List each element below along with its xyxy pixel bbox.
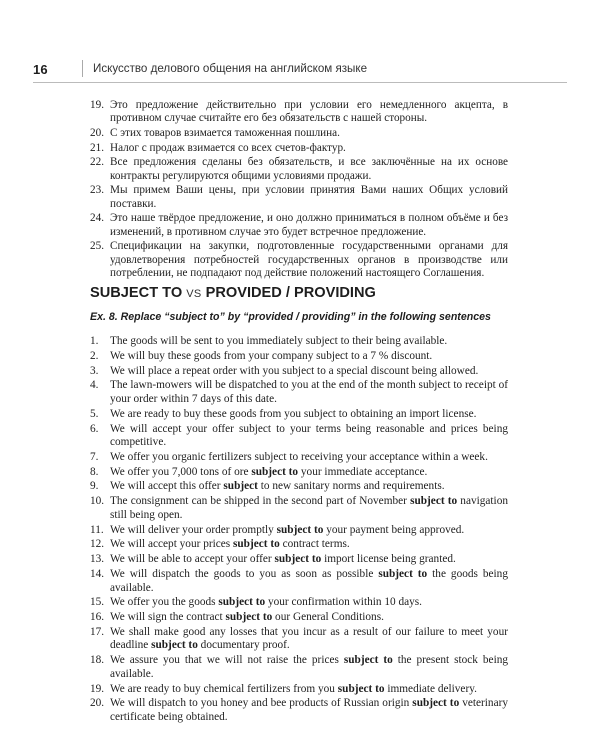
item-number: 7. xyxy=(90,450,99,463)
bold-phrase: subject xyxy=(223,480,258,493)
list-item xyxy=(90,156,508,183)
item-text: We will sign the contract xyxy=(110,611,226,624)
item-number: 6. xyxy=(90,422,99,435)
item-number: 9. xyxy=(90,480,99,493)
item-number: 16. xyxy=(90,611,105,624)
item-number: 8. xyxy=(90,465,99,478)
bold-phrase: subject to xyxy=(378,567,428,580)
header-divider xyxy=(82,60,83,77)
item-text-tail: documentary proof. xyxy=(197,639,290,652)
item-text-tail: your confirmation within 10 days. xyxy=(265,596,423,609)
item-number: 22. xyxy=(90,156,104,169)
item-text: Это предложение действительно при условии его немедленного акцепта, в противном случае считайте его без обязательств с нашей стороны. xyxy=(110,99,508,125)
list-item xyxy=(90,626,508,653)
item-text: We will accept this offer xyxy=(110,480,224,493)
item-number: 3. xyxy=(90,364,99,377)
section-heading xyxy=(90,285,376,301)
item-text: We offer you organic fertilizers subject to receiving your acceptance within a week. xyxy=(110,450,488,463)
item-number: 20. xyxy=(90,697,105,710)
bold-phrase: subject to xyxy=(225,611,273,624)
list-item xyxy=(90,408,508,422)
item-text: We are ready to buy chemical fertilizers from you xyxy=(110,682,338,695)
bold-phrase: subject to xyxy=(251,465,299,478)
list-item xyxy=(90,184,508,211)
item-text-tail: the goods being available. xyxy=(110,567,508,594)
item-text-tail: the present stock being available. xyxy=(110,654,509,680)
item-text-tail: your immediate acceptance. xyxy=(298,465,428,478)
header-rule xyxy=(33,82,567,83)
item-text-tail: contract terms. xyxy=(279,538,350,551)
item-text: We offer you 7,000 tons of ore xyxy=(110,465,252,478)
list-item xyxy=(90,240,508,280)
list-item xyxy=(90,379,508,406)
bold-phrase: subject to xyxy=(274,553,322,566)
item-text-tail: your payment being approved. xyxy=(323,523,465,536)
heading-subject-to: SUBJECT TO xyxy=(90,285,183,301)
list-item xyxy=(90,524,508,538)
item-number: 19. xyxy=(90,99,104,111)
list-item xyxy=(90,538,508,552)
item-text: Мы примем Ваши цены, при условии принятия Вами наших Общих условий поставки. xyxy=(110,184,508,210)
bold-phrase: subject to xyxy=(276,523,324,536)
list-item xyxy=(90,568,508,595)
item-text: С этих товаров взимается таможенная пошлина. xyxy=(110,127,340,139)
item-number: 10. xyxy=(90,495,105,508)
list-item xyxy=(90,611,508,625)
bold-phrase: subject to xyxy=(412,697,460,710)
item-text: We will buy these goods from your company subject to a 7 % discount. xyxy=(110,349,433,362)
item-number: 11. xyxy=(90,523,104,536)
list-item xyxy=(90,335,508,349)
item-number: 14. xyxy=(90,567,105,580)
item-text: We will accept your prices xyxy=(110,538,233,551)
item-text: We offer you the goods xyxy=(110,596,219,609)
item-text: We shall make good any losses that you incur as a result of our failure to meet your deadline xyxy=(110,625,508,652)
item-number: 20. xyxy=(90,127,104,139)
bold-phrase: subject to xyxy=(343,654,393,667)
item-number: 18. xyxy=(90,654,105,667)
bold-phrase: subject to xyxy=(233,538,280,551)
list-item xyxy=(90,365,508,379)
item-text: We will accept your offer subject to your terms being reasonable and prices being competitive. xyxy=(110,422,508,449)
item-text: We will deliver your order promptly xyxy=(110,523,277,536)
item-text: We are ready to buy these goods from you subject to obtaining an import license. xyxy=(110,407,477,420)
list-item xyxy=(90,127,508,140)
item-number: 25. xyxy=(90,240,104,253)
item-number: 19. xyxy=(90,682,105,695)
list-item xyxy=(90,495,508,522)
item-number: 13. xyxy=(90,553,105,566)
russian-sentence-list xyxy=(90,99,508,282)
heading-provided: PROVIDED / PROVIDING xyxy=(205,285,376,301)
item-text: The consignment can be shipped in the second part of November xyxy=(110,495,411,508)
list-item xyxy=(90,697,508,724)
item-number: 15. xyxy=(90,596,105,609)
list-item xyxy=(90,423,508,450)
item-text: We will place a repeat order with you subject to a special discount being allowed. xyxy=(110,364,479,377)
page-number: 16 xyxy=(33,62,48,77)
item-text: Это наше твёрдое предложение, и оно должно приниматься в полном объёме и без изменений, в противном случае это будет встречное предложение. xyxy=(110,212,508,238)
item-text: Все предложения сделаны без обязательств, и все заключённые на их основе контракты регулируются общими условиями продажи. xyxy=(110,156,508,182)
bold-phrase: subject to xyxy=(410,495,458,508)
running-header-title: Искусство делового общения на английском языке xyxy=(93,62,368,75)
item-text: We will dispatch to you honey and bee products of Russian origin xyxy=(110,697,413,710)
list-item xyxy=(90,99,508,126)
item-text-tail: to new sanitary norms and requirements. xyxy=(257,480,445,493)
item-text-tail: veterinary certificate being obtained. xyxy=(110,697,508,723)
item-text: We assure you that we will not raise the prices xyxy=(110,654,344,667)
item-number: 5. xyxy=(90,407,99,420)
item-number: 2. xyxy=(90,349,99,362)
list-item xyxy=(90,451,508,465)
item-text-tail: navigation still being open. xyxy=(110,495,508,521)
item-number: 4. xyxy=(90,379,99,392)
bold-phrase: subject to xyxy=(337,682,385,695)
item-number: 1. xyxy=(90,335,99,347)
list-item xyxy=(90,142,508,155)
exercise-title: Ex. 8. Replace “subject to” by “provided / providing” in the following sentences xyxy=(90,311,491,323)
item-text: The lawn-mowers will be dispatched to you at the end of the month subject to receipt of your order within 7 days of this date. xyxy=(110,379,508,405)
list-item xyxy=(90,683,508,697)
bold-phrase: subject to xyxy=(218,596,266,609)
item-text-tail: import license being granted. xyxy=(321,553,456,566)
list-item xyxy=(90,480,508,494)
list-item xyxy=(90,350,508,364)
item-number: 23. xyxy=(90,184,104,197)
exercise-sentence-list xyxy=(90,335,508,726)
bold-phrase: subject to xyxy=(151,639,198,652)
item-text: The goods will be sent to you immediately subject to their being available. xyxy=(110,335,448,347)
item-text: We will dispatch the goods to you as soon as possible xyxy=(110,567,379,580)
item-number: 12. xyxy=(90,538,105,551)
item-number: 24. xyxy=(90,212,104,225)
list-item xyxy=(90,212,508,239)
heading-vs: VS xyxy=(186,288,202,300)
item-text-tail: immediate delivery. xyxy=(384,682,477,695)
item-number: 17. xyxy=(90,625,105,638)
item-text-tail: our General Conditions. xyxy=(272,611,384,624)
item-text: Спецификации на закупки, подготовленные государственными органами для удовлетворения потребностей государственных органов в производстве или потреблении, не подпадают под действие положений настоящего Соглашения. xyxy=(110,240,508,279)
list-item xyxy=(90,596,508,610)
item-text: We will be able to accept your offer xyxy=(110,553,275,566)
list-item xyxy=(90,466,508,480)
list-item xyxy=(90,553,508,567)
item-text: Налог с продаж взимается со всех счетов-фактур. xyxy=(110,141,346,154)
list-item xyxy=(90,654,508,681)
item-number: 21. xyxy=(90,141,104,154)
